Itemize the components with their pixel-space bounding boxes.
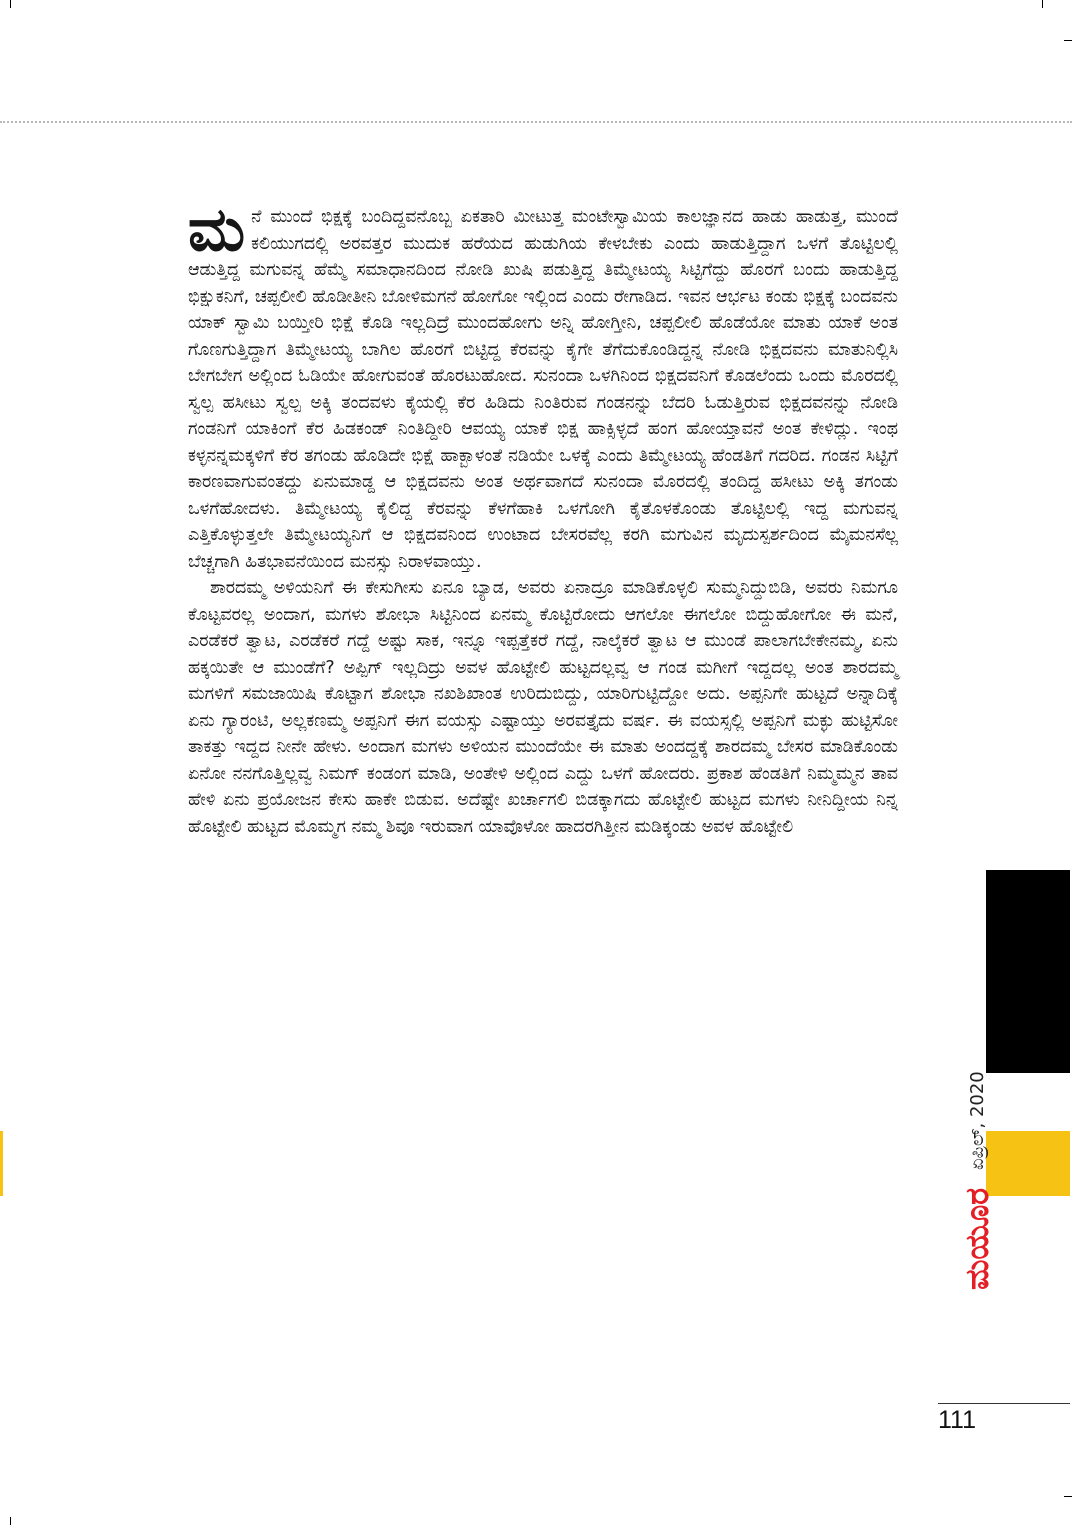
crop-mark-top-right <box>1042 0 1043 8</box>
dotted-separator <box>0 121 1072 123</box>
magazine-name: ಮಯೂರ <box>958 1187 996 1290</box>
article-body <box>188 195 898 840</box>
black-section-tab <box>986 870 1070 1073</box>
yellow-edge-mark <box>0 1131 3 1196</box>
drop-cap: ಮ <box>188 195 246 265</box>
paragraph-1 <box>188 195 898 575</box>
page-number-rule <box>938 1403 1070 1404</box>
paragraph-1-text: ನೆ ಮುಂದೆ ಭಿಕ್ಷಕ್ಕೆ ಬಂದಿದ್ದವನೊಬ್ಬ ಏಕತಾರಿ ಮೀಟುತ್ತ ಮಂಟೇಸ್ವಾಮಿಯ ಕಾಲಜ್ಞಾನದ ಹಾಡು ಹಾಡುತ್ತ, ಮುಂದೆ ಕಲಿಯುಗದಲ್ಲಿ ಅರವತ್ತರ ಮುದುಕ ಹರೆಯದ ಹುಡುಗಿಯ ಕೇಳಬೇಕು ಎಂದು ಹಾಡುತ್ತಿದ್ದಾಗ ಒಳಗೆ ತೊಟ್ಟಿಲಲ್ಲಿ ಆಡುತ್ತಿದ್ದ ಮಗುವನ್ನ ಹೆಮ್ಮೆ ಸಮಾಧಾನದಿಂದ ನೋಡಿ ಖುಷಿ ಪಡುತ್ತಿದ್ದ ತಿಮ್ಮೇಟಯ್ಯ ಸಿಟ್ಟಿಗೆದ್ದು ಹೊರಗೆ ಬಂದು ಹಾಡುತ್ತಿದ್ದ ಭಿಕ್ಷುಕನಿಗೆ, ಚಪ್ಪಲೀಲಿ ಹೊಡೀತೀನಿ ಬೋಳಿಮಗನೆ ಹೋಗೋ ಇಲ್ಲಿಂದ ಎಂದು ರೇಗಾಡಿದ. ಇವನ ಆರ್ಭಟ ಕಂಡು ಭಿಕ್ಷಕ್ಕೆ ಬಂದವನು ಯಾಕ್ ಸ್ವಾಮಿ ಬಯ್ತೀರಿ ಭಿಕ್ಷೆ ಕೊಡಿ ಇಲ್ಲದಿದ್ರೆ ಮುಂದಹೋಗು ಅನ್ನಿ ಹೋಗ್ತೀನಿ, ಚಪ್ಪಲೀಲಿ ಹೊಡೆಯೋ ಮಾತು ಯಾಕೆ ಅಂತ ಗೊಣಗುತ್ತಿದ್ದಾಗ ತಿಮ್ಮೇಟಯ್ಯ ಬಾಗಿಲ ಹೊರಗೆ ಬಿಟ್ಟಿದ್ದ ಕೆರವನ್ನು ಕೈಗೇ ತೆಗೆದುಕೊಂಡಿದ್ದನ್ನ ನೋಡಿ ಭಿಕ್ಷದವನು ಮಾತುನಿಲ್ಲಿಸಿ ಬೇಗಬೇಗ ಅಲ್ಲಿಂದ ಓಡಿಯೇ ಹೋಗುವಂತೆ ಹೊರಟುಹೋದ. ಸುನಂದಾ ಒಳಗಿನಿಂದ ಭಿಕ್ಷದವನಿಗೆ ಕೊಡಲೆಂದು ಒಂದು ಮೊರದಲ್ಲಿ ಸ್ವಲ್ಪ ಹಸೀಟು ಸ್ವಲ್ಪ ಅಕ್ಕಿ ತಂದವಳು ಕೈಯಲ್ಲಿ ಕೆರ ಹಿಡಿದು ನಿಂತಿರುವ ಗಂಡನನ್ನು ಬೆದರಿ ಓಡುತ್ತಿರುವ ಭಿಕ್ಷದವನನ್ನು ನೋಡಿ ಗಂಡನಿಗೆ ಯಾಕಿಂಗೆ ಕೆರ ಹಿಡಕಂಡ್ ನಿಂತಿದ್ದೀರಿ ಆವಯ್ಯ ಯಾಕೆ ಭಿಕ್ಷ ಹಾಕ್ಸಿಳ್ಳದೆ ಹಂಗ ಹೋಯ್ತಾವನೆ ಅಂತ ಕೇಳಿದ್ಲು. ಇಂಥ ಕಳ್ಳನನ್ನಮಕ್ಕಳಿಗೆ ಕೆರ ತಗಂಡು ಹೊಡಿದೇ ಭಿಕ್ಷೆ ಹಾಕ್ಬಾಳಂತೆ ನಡಿಯೇ ಒಳಕ್ಕೆ ಎಂದು ತಿಮ್ಮೇಟಯ್ಯ ಹೆಂಡತಿಗೆ ಗದರಿದ. ಗಂಡನ ಸಿಟ್ಟಿಗೆ ಕಾರಣವಾಗುವಂತದ್ದು ಏನುಮಾಡ್ದ ಆ ಭಿಕ್ಷದವನು ಅಂತ ಅರ್ಥವಾಗದೆ ಸುನಂದಾ ಮೊರದಲ್ಲಿ ತಂದಿದ್ದ ಹಸೀಟು ಅಕ್ಕಿ ತಗಂಡು ಒಳಗೆಹೋದಳು. ತಿಮ್ಮೇಟಯ್ಯ ಕೈಲಿದ್ದ ಕೆರವನ್ನು ಕೆಳಗೆಹಾಕಿ ಒಳಗೋಗಿ ಕೈತೊಳಕೊಂಡು ತೊಟ್ಟಿಲಲ್ಲಿ ಇದ್ದ ಮಗುವನ್ನ ಎತ್ತಿಕೊಳ್ಳುತ್ತಲೇ ತಿಮ್ಮೇಟಯ್ಯನಿಗೆ ಆ ಭಿಕ್ಷದವನಿಂದ ಉಂಟಾದ ಬೇಸರವೆಲ್ಲ ಕರಗಿ ಮಗುವಿನ ಮೃದುಸ್ಪರ್ಶದಿಂದ ಮೈಮನಸೆಲ್ಲ ಬೆಚ್ಚಗಾಗಿ ಹಿತಭಾವನೆಯಿಂದ ಮನಸ್ಸು ನಿರಾಳವಾಯ್ತು. <box>188 207 898 572</box>
crop-mark-bottom-right <box>1064 1496 1072 1497</box>
paragraph-2: ಶಾರದಮ್ಮ ಅಳಿಯನಿಗೆ ಈ ಕೇಸುಗೀಸು ಏನೂ ಬ್ಯಾಡ, ಅವರು ಏನಾದ್ರೂ ಮಾಡಿಕೊಳ್ಳಲಿ ಸುಮ್ಮನಿದ್ದುಬಿಡಿ, ಅವರು ನಿಮಗೂ ಕೊಟ್ಟವರಲ್ಲ ಅಂದಾಗ, ಮಗಳು ಶೋಭಾ ಸಿಟ್ಟಿನಿಂದ ಏನಮ್ಮ ಕೊಟ್ಟಿರೋದು ಆಗಲೋ ಈಗಲೋ ಬಿದ್ದುಹೋಗೋ ಈ ಮನೆ, ಎರಡೆಕರೆ ತ್ವಾಟ, ಎರಡೆಕರೆ ಗದ್ದೆ ಅಷ್ಟು ಸಾಕ, ಇನ್ನೂ ಇಪ್ಪತ್ತೆಕರೆ ಗದ್ದೆ, ನಾಲ್ಕೆಕರೆ ತ್ವಾಟ ಆ ಮುಂಡೆ ಪಾಲಾಗಬೇಕೇನಮ್ಮ, ಏನು ಹಕ್ಕಯಿತೇ ಆ ಮುಂಡೆಗೆ? ಅಪ್ಪಿಗ್ ಇಲ್ಲದಿದ್ರು ಅವಳ ಹೊಟ್ಟೇಲಿ ಹುಟ್ಟದಲ್ಲವ್ವ ಆ ಗಂಡ ಮಗೀಗೆ ಇದ್ದದಲ್ಲ ಅಂತ ಶಾರದಮ್ಮ ಮಗಳಿಗೆ ಸಮಜಾಯಿಷಿ ಕೊಟ್ಟಾಗ ಶೋಭಾ ನಖಶಿಖಾಂತ ಉರಿದುಬಿದ್ದು, ಯಾರಿಗುಟ್ಟಿದ್ದೋ ಅದು. ಅಪ್ಪನಿಗೇ ಹುಟ್ಟದೆ ಅನ್ನಾದಿಕ್ಕೆ ಏನು ಗ್ಯಾರಂಟಿ, ಅಲ್ಲಕಣಮ್ಮ ಅಪ್ಪನಿಗೆ ಈಗ ವಯಸ್ಸು ಎಷ್ಟಾಯ್ತು ಅರವತ್ತೈದು ವರ್ಷ. ಈ ವಯಸ್ಸಲ್ಲಿ ಅಪ್ಪನಿಗೆ ಮಕ್ಳು ಹುಟ್ಟಿಸೋ ತಾಕತ್ತು ಇದ್ದದ ನೀನೇ ಹೇಳು. ಅಂದಾಗ ಮಗಳು ಅಳಿಯನ ಮುಂದೆಯೇ ಈ ಮಾತು ಅಂದದ್ದಕ್ಕೆ ಶಾರದಮ್ಮ ಬೇಸರ ಮಾಡಿಕೊಂಡು ಏನೋ ನನಗೊತ್ತಿಲ್ಲವ್ವ ನಿಮಗ್ ಕಂಡಂಗ ಮಾಡಿ, ಅಂತೇಳಿ ಅಲ್ಲಿಂದ ಎದ್ದು ಒಳಗೆ ಹೋದರು. ಪ್ರಕಾಶ ಹೆಂಡತಿಗೆ ನಿಮ್ಮಮ್ಮನ ತಾವ ಹೇಳಿ ಏನು ಪ್ರಯೋಜನ ಕೇಸು ಹಾಕೇ ಬಿಡುವ. ಅದೆಷ್ಟೇ ಖರ್ಚಾಗಲಿ ಬಿಡಕ್ಕಾಗದು ಹೊಟ್ಟೇಲಿ ಹುಟ್ಟದ ಮಗಳು ನೀನಿದ್ದೀಯ ನಿನ್ನ ಹೊಟ್ಟೇಲಿ ಹುಟ್ಟದ ಮೊಮ್ಮಗ ನಮ್ಮ ಶಿವೂ ಇರುವಾಗ ಯಾವೊಳೋ ಹಾದರಗಿತ್ತೀನ ಮಡಿಕ್ಕಂಡು ಅವಳ ಹೊಟ್ಟೇಲಿ <box>188 578 898 837</box>
issue-date: ಏಪ್ರಿಲ್, 2020 <box>967 1071 988 1170</box>
crop-mark-top-left <box>10 0 11 8</box>
sidebar-masthead <box>958 1071 997 1290</box>
page-number: 111 <box>938 1406 977 1434</box>
crop-mark-bottom-left <box>10 1517 11 1525</box>
yellow-section-tab <box>986 1131 1070 1196</box>
crop-mark-right-upper <box>1064 40 1072 41</box>
